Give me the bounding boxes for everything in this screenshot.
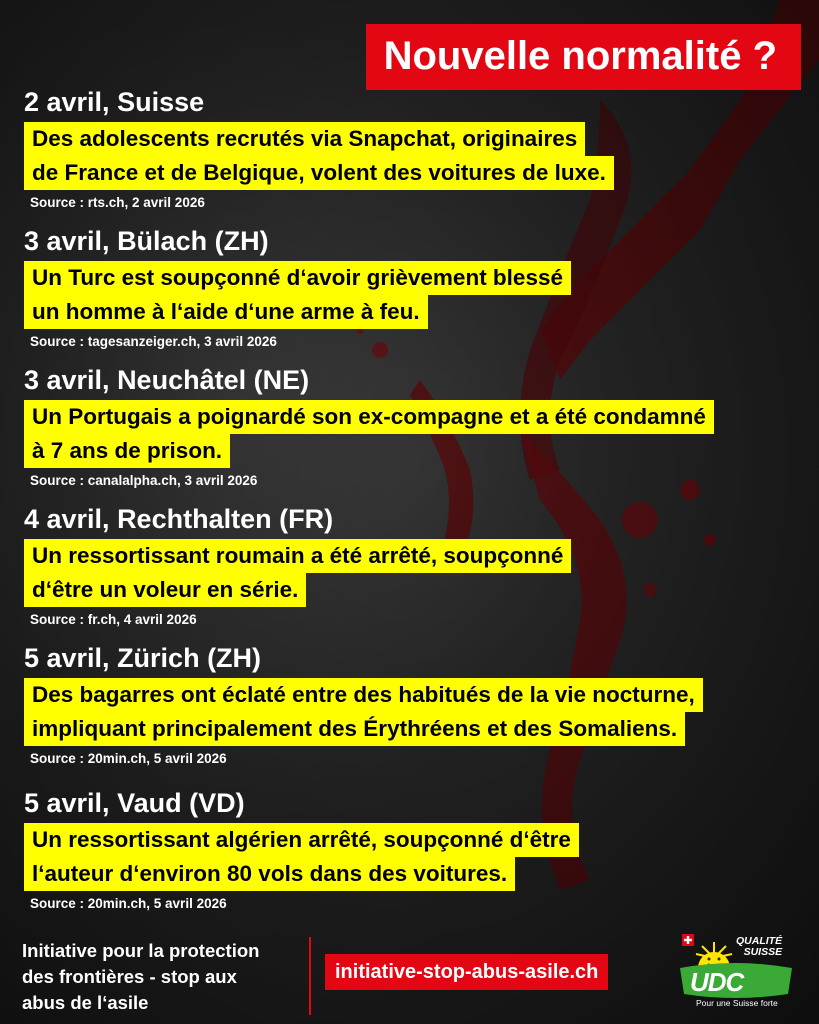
initiative-line: Initiative pour la protection <box>22 940 260 961</box>
news-entry <box>24 225 571 351</box>
entry-summary-line: Un Turc est soupçonné d‘avoir grièvement blessé <box>24 261 571 295</box>
entry-summary-line: l‘auteur d‘environ 80 vols dans des voitures. <box>24 857 515 891</box>
udc-logo <box>670 928 800 1016</box>
entry-summary-line: Un Portugais a poignardé son ex-compagne et a été condamné <box>24 400 714 434</box>
entry-summary <box>24 678 703 746</box>
news-entry <box>24 787 579 913</box>
swiss-flag-icon <box>682 934 694 946</box>
entry-source: Source : 20min.ch, 5 avril 2026 <box>30 896 227 911</box>
entry-heading: 2 avril, Suisse <box>24 87 205 117</box>
entry-source: Source : fr.ch, 4 avril 2026 <box>30 612 197 627</box>
entry-summary-line: Des bagarres ont éclaté entre des habitués de la vie nocturne, <box>24 678 703 712</box>
entry-heading: 4 avril, Rechthalten (FR) <box>24 504 334 534</box>
entry-summary-line: impliquant principalement des Érythréens et des Somaliens. <box>24 712 685 746</box>
entry-summary <box>24 823 579 891</box>
entry-heading: 5 avril, Vaud (VD) <box>24 788 245 818</box>
entry-summary-line: Un ressortissant algérien arrêté, soupçonné d‘être <box>24 823 579 857</box>
entry-heading: 5 avril, Zürich (ZH) <box>24 643 262 673</box>
entry-heading: 3 avril, Bülach (ZH) <box>24 226 269 256</box>
footer-divider <box>309 937 311 1015</box>
logo-quality-text <box>736 936 782 958</box>
entry-summary <box>24 122 614 190</box>
entry-source: Source : rts.ch, 2 avril 2026 <box>30 195 205 210</box>
initiative-line: abus de l‘asile <box>22 992 149 1013</box>
entry-source: Source : tagesanzeiger.ch, 3 avril 2026 <box>30 334 277 349</box>
news-entry <box>24 642 703 768</box>
page-title: Nouvelle normalité ? <box>366 24 801 90</box>
initiative-url-link[interactable]: initiative-stop-abus-asile.ch <box>325 954 608 990</box>
entry-summary <box>24 400 714 468</box>
logo-name: UDC <box>690 967 744 997</box>
entry-source: Source : 20min.ch, 5 avril 2026 <box>30 751 227 766</box>
entry-summary <box>24 261 571 329</box>
entry-summary <box>24 539 571 607</box>
logo-tagline: Pour une Suisse forte <box>696 998 778 1008</box>
entry-heading: 3 avril, Neuchâtel (NE) <box>24 365 310 395</box>
news-entry <box>24 86 614 212</box>
entry-summary-line: à 7 ans de prison. <box>24 434 230 468</box>
news-entry <box>24 364 714 490</box>
logo-quality-line: QUALITÉ <box>736 935 783 947</box>
news-entry <box>24 503 571 629</box>
entry-summary-line: de France et de Belgique, volent des voitures de luxe. <box>24 156 614 190</box>
initiative-text <box>22 938 312 1016</box>
entry-source: Source : canalalpha.ch, 3 avril 2026 <box>30 473 258 488</box>
entry-summary-line: un homme à l‘aide d‘une arme à feu. <box>24 295 428 329</box>
entry-summary-line: Des adolescents recrutés via Snapchat, originaires <box>24 122 585 156</box>
logo-quality-line: SUISSE <box>743 946 783 958</box>
initiative-line: des frontières - stop aux <box>22 966 237 987</box>
entry-summary-line: Un ressortissant roumain a été arrêté, soupçonné <box>24 539 571 573</box>
entry-summary-line: d‘être un voleur en série. <box>24 573 306 607</box>
